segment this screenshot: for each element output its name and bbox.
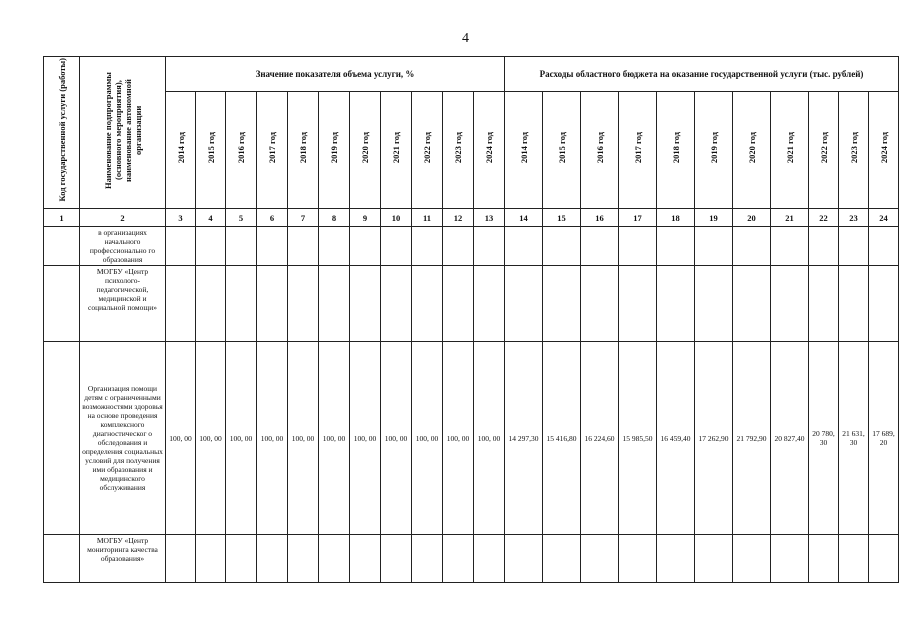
volume-value-cell (166, 227, 196, 266)
expense-value-cell (581, 535, 619, 583)
expense-value-cell (869, 535, 899, 583)
volume-value-cell: 100, 00 (319, 342, 350, 535)
expense-value-cell (869, 266, 899, 342)
expense-value-cell (809, 266, 839, 342)
volume-value-cell (196, 227, 226, 266)
volume-value-cell (257, 535, 288, 583)
expense-value-cell (839, 535, 869, 583)
header-expense-year (619, 92, 657, 209)
expense-value-cell (771, 227, 809, 266)
column-number: 12 (443, 209, 474, 227)
column-number: 7 (288, 209, 319, 227)
header-volume-year (257, 92, 288, 209)
header-volume-year (350, 92, 381, 209)
year-header-row (44, 92, 899, 209)
volume-value-cell (319, 227, 350, 266)
table-row (44, 227, 899, 266)
volume-value-cell (196, 266, 226, 342)
table-container (43, 56, 899, 583)
volume-value-cell: 100, 00 (288, 342, 319, 535)
column-number: 10 (381, 209, 412, 227)
volume-value-cell (381, 266, 412, 342)
expense-value-cell (543, 535, 581, 583)
expense-value-cell: 14 297,30 (505, 342, 543, 535)
header-code (44, 57, 80, 209)
volume-value-cell (226, 266, 257, 342)
year-label: 2022 год (818, 131, 829, 164)
header-volume-year (166, 92, 196, 209)
header-expense-year (733, 92, 771, 209)
header-expense-group: Расходы областного бюджета на оказание государственной услуги (тыс. рублей) (505, 57, 899, 92)
column-number: 6 (257, 209, 288, 227)
expense-value-cell (839, 266, 869, 342)
name-cell: МОГБУ «Центр психолого-педагогической, медицинской и социальной помощи» (80, 266, 166, 342)
volume-value-cell (350, 266, 381, 342)
year-label: 2020 год (360, 131, 370, 164)
year-label: 2020 год (746, 131, 757, 164)
expense-value-cell: 16 459,40 (657, 342, 695, 535)
expense-value-cell: 21 792,90 (733, 342, 771, 535)
year-label: 2018 год (670, 131, 681, 164)
expense-value-cell: 17 262,90 (695, 342, 733, 535)
expense-value-cell (619, 535, 657, 583)
volume-value-cell (412, 227, 443, 266)
header-expense-year (771, 92, 809, 209)
column-number: 11 (412, 209, 443, 227)
year-label: 2021 год (784, 131, 795, 164)
page-number: 4 (462, 31, 469, 46)
volume-value-cell (257, 266, 288, 342)
volume-value-cell (226, 535, 257, 583)
expense-value-cell (695, 227, 733, 266)
expense-value-cell: 17 689, 20 (869, 342, 899, 535)
volume-value-cell: 100, 00 (257, 342, 288, 535)
expense-value-cell (695, 266, 733, 342)
volume-value-cell (443, 535, 474, 583)
year-label: 2014 год (175, 131, 186, 164)
header-volume-year (412, 92, 443, 209)
expense-value-cell (733, 227, 771, 266)
header-expense-year (505, 92, 543, 209)
expense-value-cell (619, 227, 657, 266)
code-cell (44, 266, 80, 342)
volume-value-cell: 100, 00 (381, 342, 412, 535)
expense-value-cell (581, 266, 619, 342)
column-number: 18 (657, 209, 695, 227)
column-number: 21 (771, 209, 809, 227)
header-expense-year (695, 92, 733, 209)
volume-value-cell (350, 227, 381, 266)
expense-value-cell (839, 227, 869, 266)
code-cell (44, 342, 80, 535)
year-label: 2024 год (878, 131, 889, 164)
table-row (44, 342, 899, 535)
header-volume-year (474, 92, 505, 209)
year-label: 2014 год (518, 131, 529, 164)
expense-value-cell: 15 416,80 (543, 342, 581, 535)
services-table (43, 56, 899, 583)
column-number: 23 (839, 209, 869, 227)
expense-value-cell (809, 227, 839, 266)
expense-value-cell (581, 227, 619, 266)
expense-value-cell (657, 535, 695, 583)
expense-value-cell (771, 266, 809, 342)
expense-value-cell (869, 227, 899, 266)
expense-value-cell (809, 535, 839, 583)
expense-value-cell (505, 535, 543, 583)
column-number: 4 (196, 209, 226, 227)
name-cell: Организация помощи детям с ограниченными возможностями здоровья на основе проведения комплексного диагностическог о обследования и определения социальных условий для получения ими образования и медицинского обслуживания (80, 342, 166, 535)
expense-value-cell (505, 266, 543, 342)
expense-value-cell (733, 266, 771, 342)
header-name (80, 57, 166, 209)
year-label: 2023 год (848, 131, 859, 164)
year-label: 2023 год (453, 131, 463, 164)
volume-value-cell (166, 266, 196, 342)
volume-value-cell: 100, 00 (350, 342, 381, 535)
volume-value-cell (196, 535, 226, 583)
expense-value-cell: 16 224,60 (581, 342, 619, 535)
expense-value-cell (505, 227, 543, 266)
year-label: 2016 год (236, 131, 246, 164)
volume-value-cell: 100, 00 (226, 342, 257, 535)
year-label: 2022 год (422, 131, 432, 164)
volume-value-cell: 100, 00 (412, 342, 443, 535)
volume-value-cell (412, 266, 443, 342)
code-cell (44, 227, 80, 266)
expense-value-cell (733, 535, 771, 583)
header-code-label: Код государственной услуги (работы) (56, 58, 67, 202)
year-label: 2024 год (484, 131, 494, 164)
volume-value-cell (381, 227, 412, 266)
table-body (44, 209, 899, 583)
year-label: 2015 год (205, 131, 216, 164)
volume-value-cell (257, 227, 288, 266)
header-expense-year (657, 92, 695, 209)
header-expense-year (581, 92, 619, 209)
column-number: 24 (869, 209, 899, 227)
year-label: 2015 год (556, 131, 567, 164)
expense-value-cell (657, 266, 695, 342)
volume-value-cell: 100, 00 (166, 342, 196, 535)
expense-value-cell (771, 535, 809, 583)
column-number: 19 (695, 209, 733, 227)
year-label: 2019 год (329, 131, 339, 164)
volume-value-cell (381, 535, 412, 583)
volume-value-cell: 100, 00 (196, 342, 226, 535)
volume-value-cell (288, 266, 319, 342)
header-expense-year (809, 92, 839, 209)
expense-value-cell (619, 266, 657, 342)
volume-value-cell: 100, 00 (474, 342, 505, 535)
volume-value-cell (443, 227, 474, 266)
volume-value-cell: 100, 00 (443, 342, 474, 535)
header-volume-group: Значение показателя объема услуги, % (166, 57, 505, 92)
column-number: 16 (581, 209, 619, 227)
column-number: 1 (44, 209, 80, 227)
header-volume-year (443, 92, 474, 209)
column-number: 15 (543, 209, 581, 227)
name-cell: МОГБУ «Центр мониторинга качества образования» (80, 535, 166, 583)
column-number: 9 (350, 209, 381, 227)
expense-value-cell: 15 985,50 (619, 342, 657, 535)
header-volume-year (226, 92, 257, 209)
column-number: 8 (319, 209, 350, 227)
column-number-row (44, 209, 899, 227)
volume-value-cell (288, 227, 319, 266)
name-cell: в организациях начального профессионально го образования (80, 227, 166, 266)
column-number: 3 (166, 209, 196, 227)
volume-value-cell (319, 535, 350, 583)
year-label: 2017 год (632, 131, 643, 164)
expense-value-cell (543, 266, 581, 342)
expense-value-cell (543, 227, 581, 266)
table-row (44, 535, 899, 583)
column-number: 17 (619, 209, 657, 227)
expense-value-cell: 21 631, 30 (839, 342, 869, 535)
header-name-label: Наименование подпрограммы (основного мероприятия), наименование автономной организации (102, 71, 143, 189)
column-number: 20 (733, 209, 771, 227)
volume-value-cell (412, 535, 443, 583)
volume-value-cell (166, 535, 196, 583)
volume-value-cell (474, 227, 505, 266)
volume-value-cell (443, 266, 474, 342)
header-expense-year (543, 92, 581, 209)
header-expense-year (839, 92, 869, 209)
code-cell (44, 535, 80, 583)
column-number: 13 (474, 209, 505, 227)
volume-value-cell (288, 535, 319, 583)
expense-value-cell (695, 535, 733, 583)
volume-value-cell (474, 535, 505, 583)
expense-value-cell: 20 827,40 (771, 342, 809, 535)
year-label: 2018 год (298, 131, 308, 164)
volume-value-cell (474, 266, 505, 342)
year-label: 2016 год (594, 131, 605, 164)
year-label: 2021 год (391, 131, 401, 164)
year-label: 2019 год (708, 131, 719, 164)
volume-value-cell (319, 266, 350, 342)
year-label: 2017 год (267, 131, 277, 164)
column-number: 14 (505, 209, 543, 227)
column-number: 22 (809, 209, 839, 227)
header-volume-year (196, 92, 226, 209)
volume-value-cell (226, 227, 257, 266)
column-number: 2 (80, 209, 166, 227)
header-volume-year (319, 92, 350, 209)
expense-value-cell: 20 780, 30 (809, 342, 839, 535)
header-volume-year (288, 92, 319, 209)
expense-value-cell (657, 227, 695, 266)
header-volume-year (381, 92, 412, 209)
header-expense-year (869, 92, 899, 209)
table-row (44, 266, 899, 342)
column-number: 5 (226, 209, 257, 227)
volume-value-cell (350, 535, 381, 583)
